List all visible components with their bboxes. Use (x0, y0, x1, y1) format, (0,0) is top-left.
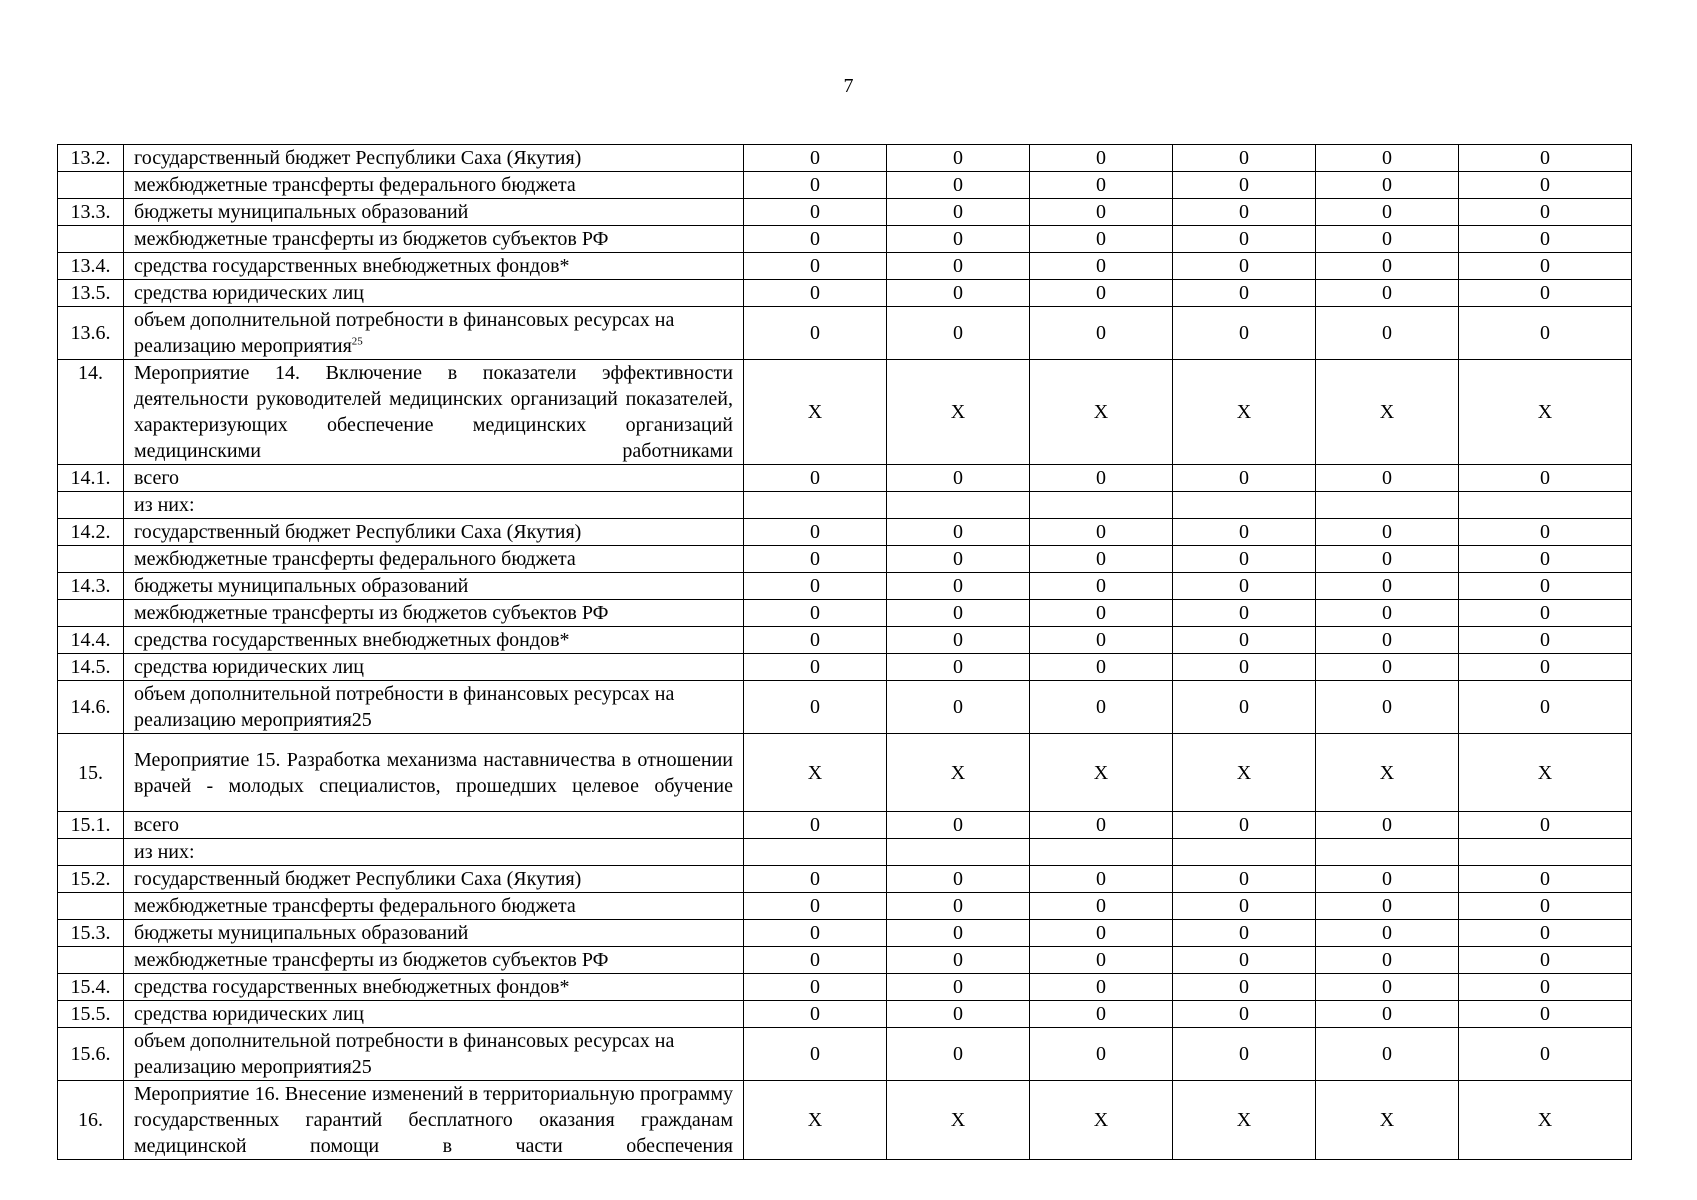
value-cell: X (1030, 360, 1173, 465)
value-cell: 0 (887, 947, 1030, 974)
value-cell (1030, 839, 1173, 866)
value-cell: 0 (1316, 681, 1459, 734)
table-body (58, 145, 1632, 1160)
row-description: объем дополнительной потребности в финансовых ресурсах на реализацию мероприятия25 (124, 681, 744, 734)
value-cell: 0 (1173, 627, 1316, 654)
value-cell: 0 (1459, 654, 1632, 681)
value-cell: 0 (1316, 280, 1459, 307)
value-cell: X (887, 734, 1030, 812)
value-cell: 0 (1173, 519, 1316, 546)
value-cell: 0 (1030, 974, 1173, 1001)
table-row (58, 226, 1632, 253)
value-cell: X (1173, 1081, 1316, 1160)
value-cell: 0 (1030, 253, 1173, 280)
value-cell: 0 (887, 654, 1030, 681)
value-cell: 0 (887, 866, 1030, 893)
value-cell: 0 (887, 600, 1030, 627)
value-cell: 0 (1030, 866, 1173, 893)
value-cell: 0 (1316, 920, 1459, 947)
value-cell: 0 (1173, 1028, 1316, 1081)
value-cell: 0 (1173, 307, 1316, 360)
value-cell: X (1173, 734, 1316, 812)
row-description-text: Мероприятие 16. Внесение изменений в территориальную программу государственных гарантий бесплатного оказания гражданам медицинской помощи в части обеспечения (134, 1083, 733, 1157)
value-cell (887, 492, 1030, 519)
value-cell: 0 (1316, 226, 1459, 253)
row-number: 14.4. (58, 627, 124, 654)
value-cell: 0 (1173, 866, 1316, 893)
row-number: 14.3. (58, 573, 124, 600)
row-number (58, 839, 124, 866)
row-number: 14.2. (58, 519, 124, 546)
value-cell: 0 (887, 145, 1030, 172)
value-cell: 0 (1030, 681, 1173, 734)
value-cell: X (744, 1081, 887, 1160)
value-cell: X (1030, 734, 1173, 812)
row-description: государственный бюджет Республики Саха (Якутия) (124, 145, 744, 172)
value-cell: 0 (887, 280, 1030, 307)
value-cell: 0 (1316, 519, 1459, 546)
value-cell: 0 (887, 681, 1030, 734)
row-number (58, 947, 124, 974)
value-cell: 0 (1316, 1001, 1459, 1028)
value-cell: 0 (1316, 465, 1459, 492)
value-cell: 0 (887, 974, 1030, 1001)
row-number: 13.2. (58, 145, 124, 172)
value-cell: 0 (887, 546, 1030, 573)
value-cell: 0 (887, 920, 1030, 947)
row-description: средства юридических лиц (124, 280, 744, 307)
value-cell: 0 (1173, 947, 1316, 974)
value-cell: 0 (887, 573, 1030, 600)
row-number: 14.6. (58, 681, 124, 734)
value-cell: 0 (1459, 1001, 1632, 1028)
value-cell (744, 839, 887, 866)
value-cell (1316, 839, 1459, 866)
value-cell: 0 (1316, 866, 1459, 893)
row-description: бюджеты муниципальных образований (124, 573, 744, 600)
value-cell: 0 (744, 145, 887, 172)
value-cell: 0 (744, 546, 887, 573)
value-cell: 0 (1459, 519, 1632, 546)
value-cell: 0 (744, 654, 887, 681)
table-row (58, 492, 1632, 519)
value-cell: 0 (1316, 1028, 1459, 1081)
value-cell: X (1459, 734, 1632, 812)
value-cell: 0 (1316, 172, 1459, 199)
value-cell (1030, 492, 1173, 519)
table-row (58, 947, 1632, 974)
value-cell: 0 (1459, 145, 1632, 172)
value-cell: 0 (744, 920, 887, 947)
row-description-text: объем дополнительной потребности в финансовых ресурсах на реализацию мероприятия (134, 309, 675, 357)
row-number (58, 492, 124, 519)
row-number: 15.6. (58, 1028, 124, 1081)
value-cell: 0 (1030, 1028, 1173, 1081)
value-cell: 0 (1030, 172, 1173, 199)
value-cell: 0 (1316, 600, 1459, 627)
table-row (58, 866, 1632, 893)
value-cell: 0 (744, 681, 887, 734)
value-cell: 0 (1316, 812, 1459, 839)
value-cell: 0 (1030, 280, 1173, 307)
row-number: 14.1. (58, 465, 124, 492)
value-cell: 0 (887, 465, 1030, 492)
value-cell: 0 (1173, 681, 1316, 734)
financing-table (57, 144, 1632, 1160)
value-cell: 0 (1316, 307, 1459, 360)
value-cell: 0 (744, 812, 887, 839)
value-cell: 0 (1316, 199, 1459, 226)
value-cell: 0 (744, 866, 887, 893)
row-description: из них: (124, 492, 744, 519)
value-cell: 0 (744, 600, 887, 627)
value-cell: 0 (1173, 654, 1316, 681)
value-cell: 0 (1030, 573, 1173, 600)
value-cell: 0 (1459, 280, 1632, 307)
value-cell: 0 (1173, 573, 1316, 600)
value-cell: 0 (887, 307, 1030, 360)
table-row (58, 360, 1632, 465)
value-cell: 0 (1316, 573, 1459, 600)
value-cell: 0 (1173, 199, 1316, 226)
value-cell: 0 (744, 307, 887, 360)
row-description: средства государственных внебюджетных фондов* (124, 253, 744, 280)
row-description: средства юридических лиц (124, 1001, 744, 1028)
table-row (58, 546, 1632, 573)
row-number (58, 546, 124, 573)
page-number: 7 (843, 75, 854, 97)
value-cell: X (1316, 734, 1459, 812)
value-cell: 0 (1459, 920, 1632, 947)
value-cell: 0 (1316, 974, 1459, 1001)
value-cell: 0 (887, 519, 1030, 546)
value-cell: 0 (1030, 226, 1173, 253)
table-row (58, 654, 1632, 681)
value-cell: X (887, 1081, 1030, 1160)
value-cell: 0 (887, 253, 1030, 280)
row-description: государственный бюджет Республики Саха (Якутия) (124, 866, 744, 893)
value-cell: 0 (1030, 465, 1173, 492)
value-cell: 0 (1173, 172, 1316, 199)
value-cell: 0 (1030, 546, 1173, 573)
row-description: бюджеты муниципальных образований (124, 199, 744, 226)
value-cell (1459, 492, 1632, 519)
value-cell: 0 (1030, 654, 1173, 681)
row-description: государственный бюджет Республики Саха (Якутия) (124, 519, 744, 546)
table-row (58, 307, 1632, 360)
value-cell: 0 (744, 627, 887, 654)
table-row (58, 172, 1632, 199)
table-row (58, 812, 1632, 839)
value-cell: 0 (744, 253, 887, 280)
value-cell: 0 (1459, 465, 1632, 492)
value-cell: 0 (1459, 947, 1632, 974)
value-cell: X (744, 360, 887, 465)
table-row (58, 734, 1632, 812)
row-number: 15.3. (58, 920, 124, 947)
table-row (58, 920, 1632, 947)
value-cell: 0 (1459, 546, 1632, 573)
value-cell: 0 (744, 199, 887, 226)
row-description: Мероприятие 14. Включение в показатели эффективности деятельности руководителей медицинских организаций показателей, характеризующих обеспечение медицинских организаций медицинскими работниками (124, 360, 744, 465)
row-description: межбюджетные трансферты из бюджетов субъектов РФ (124, 600, 744, 627)
row-number: 13.3. (58, 199, 124, 226)
row-description: бюджеты муниципальных образований (124, 920, 744, 947)
table-row (58, 199, 1632, 226)
value-cell (1316, 492, 1459, 519)
table-row (58, 573, 1632, 600)
value-cell: 0 (1173, 546, 1316, 573)
value-cell: 0 (1459, 253, 1632, 280)
value-cell: 0 (1316, 893, 1459, 920)
value-cell: 0 (887, 199, 1030, 226)
row-number: 15.5. (58, 1001, 124, 1028)
row-number (58, 600, 124, 627)
row-number: 15.1. (58, 812, 124, 839)
value-cell: 0 (1030, 519, 1173, 546)
value-cell (1173, 839, 1316, 866)
value-cell: 0 (1030, 307, 1173, 360)
row-description: всего (124, 812, 744, 839)
value-cell: 0 (1030, 600, 1173, 627)
value-cell: 0 (744, 893, 887, 920)
value-cell: 0 (1173, 145, 1316, 172)
value-cell (887, 839, 1030, 866)
value-cell: 0 (887, 1001, 1030, 1028)
value-cell: X (1459, 1081, 1632, 1160)
value-cell: 0 (1459, 681, 1632, 734)
value-cell: 0 (1316, 253, 1459, 280)
row-number (58, 893, 124, 920)
value-cell: 0 (1173, 1001, 1316, 1028)
table-row (58, 1001, 1632, 1028)
table-row (58, 465, 1632, 492)
value-cell: 0 (1459, 226, 1632, 253)
value-cell: 0 (887, 172, 1030, 199)
row-description (124, 307, 744, 360)
value-cell: 0 (744, 226, 887, 253)
value-cell: 0 (1030, 627, 1173, 654)
value-cell: 0 (1030, 812, 1173, 839)
value-cell: 0 (744, 172, 887, 199)
table-row (58, 681, 1632, 734)
table-row (58, 893, 1632, 920)
value-cell: 0 (1459, 199, 1632, 226)
value-cell: 0 (744, 519, 887, 546)
row-number: 15.2. (58, 866, 124, 893)
row-number: 15. (58, 734, 124, 812)
row-description: всего (124, 465, 744, 492)
value-cell: 0 (744, 573, 887, 600)
value-cell: X (1316, 360, 1459, 465)
value-cell: 0 (887, 812, 1030, 839)
value-cell: 0 (1459, 573, 1632, 600)
value-cell: 0 (1459, 172, 1632, 199)
row-number: 13.5. (58, 280, 124, 307)
value-cell: 0 (887, 226, 1030, 253)
table-row (58, 600, 1632, 627)
footnote-ref: 25 (351, 335, 363, 348)
value-cell: 0 (744, 280, 887, 307)
value-cell (1173, 492, 1316, 519)
value-cell: 0 (1459, 1028, 1632, 1081)
value-cell: 0 (1030, 199, 1173, 226)
value-cell (744, 492, 887, 519)
value-cell: 0 (1316, 627, 1459, 654)
row-number: 14.5. (58, 654, 124, 681)
value-cell: 0 (1173, 226, 1316, 253)
value-cell: 0 (1173, 812, 1316, 839)
row-number: 14. (58, 360, 124, 465)
value-cell: 0 (1459, 627, 1632, 654)
table-row (58, 627, 1632, 654)
value-cell: 0 (887, 893, 1030, 920)
value-cell: 0 (1173, 920, 1316, 947)
value-cell: 0 (744, 465, 887, 492)
value-cell: 0 (1316, 546, 1459, 573)
value-cell: X (1173, 360, 1316, 465)
row-description: из них: (124, 839, 744, 866)
value-cell: 0 (744, 974, 887, 1001)
table-row (58, 1028, 1632, 1081)
value-cell: 0 (1030, 1001, 1173, 1028)
table-row (58, 280, 1632, 307)
value-cell: 0 (1173, 280, 1316, 307)
value-cell: 0 (1030, 947, 1173, 974)
value-cell: 0 (1173, 893, 1316, 920)
value-cell: 0 (1173, 465, 1316, 492)
row-description: объем дополнительной потребности в финансовых ресурсах на реализацию мероприятия25 (124, 1028, 744, 1081)
row-number: 16. (58, 1081, 124, 1160)
value-cell: X (1459, 360, 1632, 465)
value-cell: 0 (1316, 654, 1459, 681)
row-number (58, 226, 124, 253)
row-description (124, 1081, 744, 1160)
row-description: средства государственных внебюджетных фондов* (124, 627, 744, 654)
table-row (58, 839, 1632, 866)
table-row (58, 253, 1632, 280)
table-row (58, 974, 1632, 1001)
row-number: 13.4. (58, 253, 124, 280)
row-description: средства государственных внебюджетных фондов* (124, 974, 744, 1001)
value-cell: 0 (1459, 866, 1632, 893)
value-cell: 0 (1316, 947, 1459, 974)
value-cell: X (1030, 1081, 1173, 1160)
value-cell: 0 (1173, 600, 1316, 627)
value-cell: 0 (1459, 600, 1632, 627)
row-description: межбюджетные трансферты федерального бюджета (124, 893, 744, 920)
value-cell: 0 (1030, 145, 1173, 172)
value-cell: 0 (887, 1028, 1030, 1081)
row-description: межбюджетные трансферты из бюджетов субъектов РФ (124, 226, 744, 253)
table-row (58, 1081, 1632, 1160)
value-cell: 0 (1459, 974, 1632, 1001)
table-row (58, 145, 1632, 172)
value-cell: 0 (744, 1001, 887, 1028)
value-cell: 0 (1173, 974, 1316, 1001)
row-description: средства юридических лиц (124, 654, 744, 681)
row-number: 13.6. (58, 307, 124, 360)
value-cell: 0 (1316, 145, 1459, 172)
value-cell: 0 (1459, 812, 1632, 839)
value-cell: 0 (744, 1028, 887, 1081)
value-cell: 0 (744, 947, 887, 974)
value-cell: X (887, 360, 1030, 465)
value-cell: X (1316, 1081, 1459, 1160)
value-cell: 0 (1459, 893, 1632, 920)
row-number: 15.4. (58, 974, 124, 1001)
row-description: Мероприятие 15. Разработка механизма наставничества в отношении врачей - молодых специалистов, прошедших целевое обучение (124, 734, 744, 812)
value-cell: X (744, 734, 887, 812)
value-cell: 0 (1173, 253, 1316, 280)
row-description: межбюджетные трансферты из бюджетов субъектов РФ (124, 947, 744, 974)
row-description: межбюджетные трансферты федерального бюджета (124, 172, 744, 199)
value-cell: 0 (1459, 307, 1632, 360)
table-row (58, 519, 1632, 546)
value-cell: 0 (1030, 920, 1173, 947)
value-cell (1459, 839, 1632, 866)
value-cell: 0 (887, 627, 1030, 654)
row-number (58, 172, 124, 199)
value-cell: 0 (1030, 893, 1173, 920)
row-description: межбюджетные трансферты федерального бюджета (124, 546, 744, 573)
